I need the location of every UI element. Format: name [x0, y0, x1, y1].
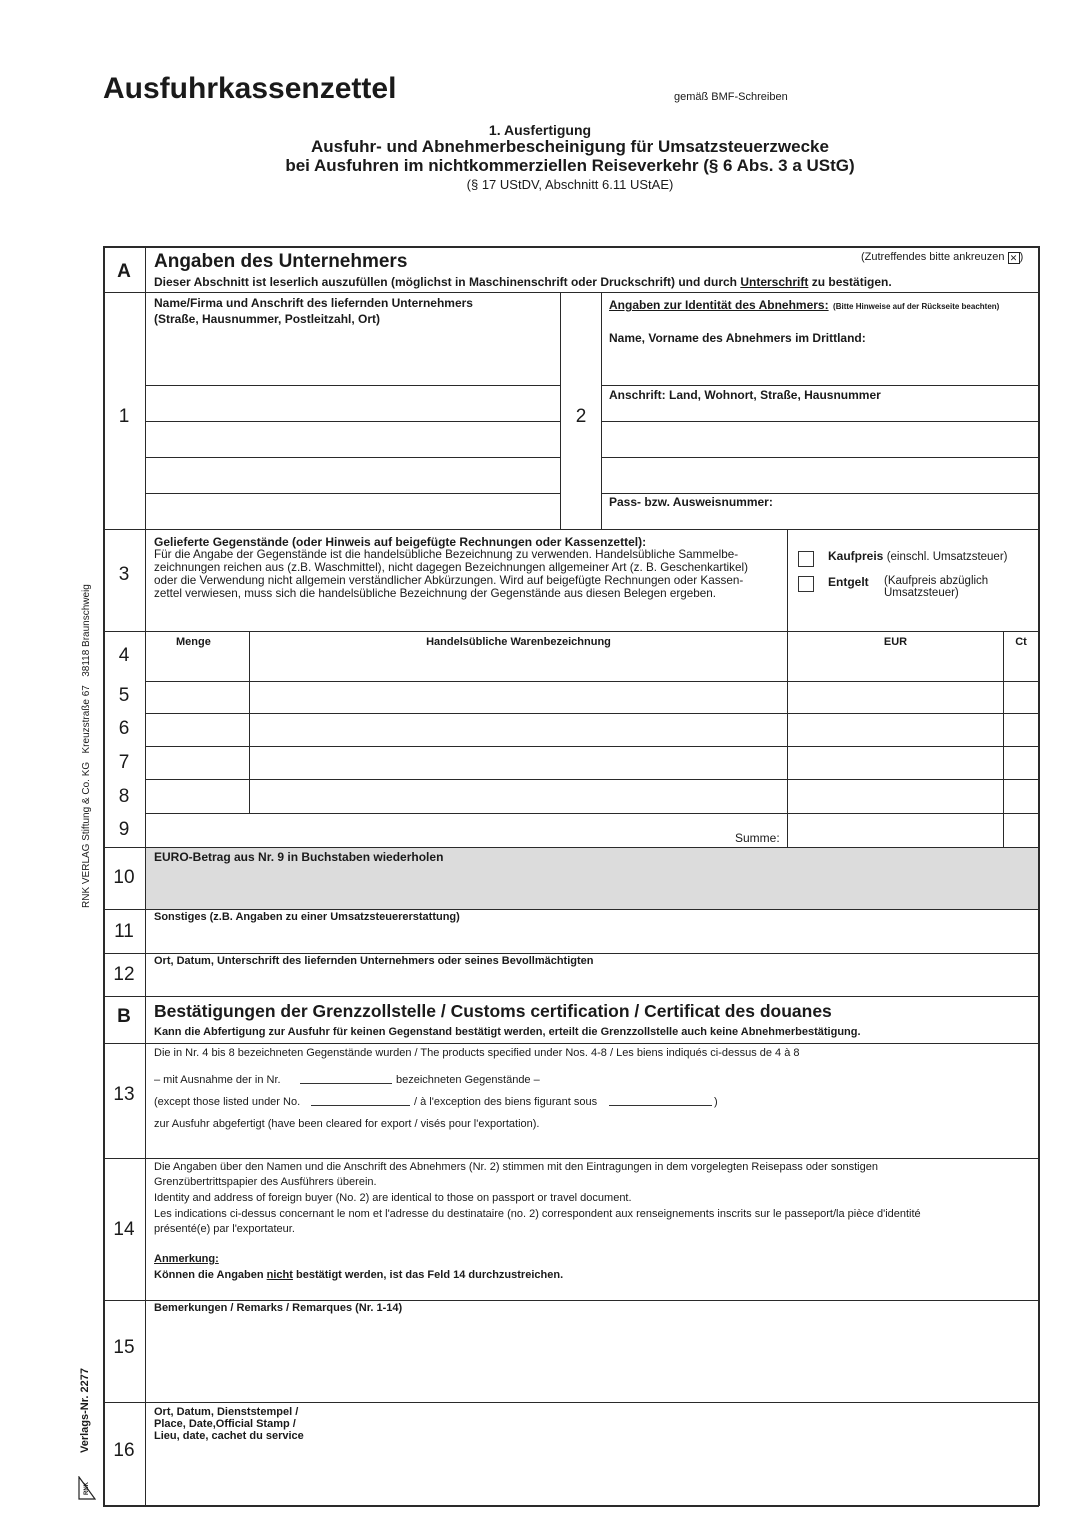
row-number-6: 6 [118, 718, 130, 739]
rnk-logo [78, 1476, 96, 1500]
row13-line-3a: (except those listed under No. [154, 1096, 301, 1108]
section-a-letter: A [117, 261, 131, 282]
buyer-address-label: Anschrift: Land, Wohnort, Straße, Hausnummer [609, 388, 881, 402]
row12-signature-field[interactable] [147, 970, 1037, 995]
section-a-hint [861, 251, 1023, 264]
supplier-name-address-field[interactable] [147, 330, 559, 528]
subtitle-line-2: bei Ausfuhren im nichtkommerziellen Reiseverkehr (§ 6 Abs. 3 a UStG) [285, 156, 855, 175]
row13-line-1: Die in Nr. 4 bis 8 bezeichneten Gegenstände wurden / The products specified under Nos. 4-8 / Les biens indiqués ci-dessus de 4 à 8 [154, 1047, 800, 1059]
row-number-5: 5 [118, 685, 130, 706]
row14-line-2: Grenzübertrittspapier des Ausführers überein. [154, 1176, 377, 1188]
note-text-1: Können die Angaben [154, 1269, 264, 1281]
passport-number-field[interactable] [790, 494, 1036, 528]
buyer-name-label: Name, Vorname des Abnehmers im Drittland: [609, 331, 866, 345]
note-text-2: bestätigt werden, ist das Feld 14 durchzustreichen. [296, 1269, 564, 1281]
section-b-instruction: Kann die Abfertigung zur Ausfuhr für keinen Gegenstand bestätigt werden, erteilt die Grenzzollstelle auch keine Abnehmerbestätigung. [154, 1026, 861, 1038]
row3-heading: Gelieferte Gegenstände (oder Hinweis auf beigefügte Rechnungen oder Kassenzettel): [154, 535, 647, 549]
publisher-sidebar: RNK VERLAG Stiftung & Co. KG Kreuzstraße 67 38118 Braunschweig [81, 584, 92, 908]
section-a-instruction [154, 275, 892, 289]
row14-note [154, 1269, 563, 1281]
row-number-7: 7 [118, 752, 130, 773]
official-stamp-field[interactable] [147, 1444, 1037, 1504]
row-number-9: 9 [118, 819, 130, 840]
row-number-16: 16 [113, 1440, 135, 1461]
row14-line-3: Identity and address of foreign buyer (No. 2) are identical to those on passport or travel document. [154, 1192, 632, 1204]
divider-15 [103, 1402, 1039, 1403]
row-number-3: 3 [118, 564, 130, 585]
col-header-ware: Handelsübliche Warenbezeichnung [426, 636, 611, 648]
entgelt-checkbox[interactable] [798, 576, 814, 592]
checked-box-icon: ✕ [1008, 252, 1020, 264]
row13-line-4: zur Ausfuhr abgefertigt (have been cleared for export / visés pour l'exportation). [154, 1118, 540, 1130]
rnk-logo-icon [78, 1476, 96, 1500]
kaufpreis-checkbox[interactable] [798, 551, 814, 567]
row2-line-1 [601, 385, 1039, 386]
row16-line-2: Place, Date,Official Stamp / [154, 1418, 296, 1430]
divider-a [103, 292, 1039, 293]
row14-line-1: Die Angaben über den Namen und die Anschrift des Abnehmers (Nr. 2) stimmen mit den Eintragungen in dem vorgelegten Reisepass oder sonstigen [154, 1161, 878, 1173]
section-a-title: Angaben des Unternehmers [154, 251, 408, 272]
row2-heading-text: Angaben zur Identität des Abnehmers: [609, 298, 829, 312]
row13-line-2a: – mit Ausnahme der in Nr. [154, 1074, 281, 1086]
divider-13 [103, 1158, 1039, 1159]
summe-eur-field[interactable] [789, 814, 1002, 847]
svg-text:RNK: RNK [84, 1482, 90, 1495]
note-underline: nicht [266, 1269, 293, 1281]
table-row-input[interactable] [146, 682, 1038, 713]
instruction-underline: Unterschrift [740, 275, 809, 289]
row14-note-title [154, 1253, 219, 1265]
row12-label: Ort, Datum, Unterschrift des liefernden Unternehmers oder seines Bevollmächtigten [154, 955, 594, 967]
buyer-name-field[interactable] [603, 348, 1037, 384]
kaufpreis-text: Kaufpreis [828, 549, 884, 563]
row-number-10: 10 [113, 867, 135, 888]
frame-top [103, 246, 1039, 248]
section-a-hint-close: ) [1019, 251, 1024, 263]
buyer-address-field[interactable] [603, 404, 1037, 492]
table-row-input[interactable] [146, 780, 1038, 813]
row-number-15: 15 [113, 1337, 135, 1358]
kaufpreis-label [828, 549, 1008, 563]
reference-note: gemäß BMF-Schreiben [674, 91, 788, 103]
summe-label: Summe: [735, 831, 780, 845]
remarks-field[interactable] [147, 1318, 1037, 1401]
divider-3 [103, 529, 1039, 530]
table-row-input[interactable] [146, 747, 1038, 779]
col-header-eur: EUR [883, 636, 908, 648]
row2-heading-note: (Bitte Hinweise auf der Rückseite beachten) [833, 302, 1000, 311]
row-number-12: 12 [113, 964, 135, 985]
row3-line-3: oder die Verwendung nicht allgemein verständlicher Abkürzungen. Wird auf beigefügte Rechnungen oder Kassen- [154, 574, 744, 587]
entgelt-label: Entgelt [828, 575, 869, 589]
frame-right [1038, 246, 1040, 1506]
summe-ct-field[interactable] [1005, 814, 1038, 847]
row15-label: Bemerkungen / Remarks / Remarques (Nr. 1-14) [154, 1302, 403, 1314]
frame-bottom [103, 1505, 1039, 1507]
row11-field[interactable] [147, 926, 1037, 952]
table-row-input[interactable] [146, 650, 1038, 680]
row1-label-2: (Straße, Hausnummer, Postleitzahl, Ort) [154, 312, 381, 326]
divider-b [103, 1043, 1039, 1044]
except-listed-field[interactable] [311, 1105, 410, 1106]
exception-field[interactable] [609, 1105, 712, 1106]
divider-12 [103, 996, 1039, 997]
row16-line-1: Ort, Datum, Dienststempel / [154, 1406, 299, 1418]
instruction-text-2: zu bestätigen. [811, 275, 892, 289]
row3-line-2: zeichnungen reichen aus (z.B. Waschmittel), nicht dagegen Bezeichnungen allgemeiner Art (z. B. Geschenkartikel) [154, 561, 748, 574]
row11-label: Sonstiges (z.B. Angaben zu einer Umsatzsteuererstattung) [154, 911, 460, 923]
row-number-4: 4 [118, 645, 130, 666]
row-number-13: 13 [113, 1084, 135, 1105]
row-number-2: 2 [575, 406, 587, 427]
form-title: Ausfuhrkassenzettel [103, 72, 397, 105]
entgelt-note-2: Umsatzsteuer) [884, 587, 959, 599]
row16-line-3: Lieu, date, cachet du service [154, 1430, 304, 1442]
row-number-8: 8 [118, 786, 130, 807]
row3-line-1: Für die Angabe der Gegenstände ist die handelsübliche Bezeichnung zu verwenden. Handelsübliche Sammelbe- [154, 548, 739, 561]
row-number-1: 1 [118, 406, 130, 427]
passport-label: Pass- bzw. Ausweisnummer: [609, 495, 773, 509]
row14-line-4: Les indications ci-dessus concernant le nom et l'adresse du destinataire (no. 2) correspondent aux renseignements inscrits sur le passeport/la pièce d'identité [154, 1208, 921, 1220]
except-number-field[interactable] [300, 1083, 392, 1084]
section-b-letter: B [117, 1006, 131, 1027]
section-b-title: Bestätigungen der Grenzzollstelle / Customs certification / Certificat des douanes [154, 1001, 832, 1021]
col-header-menge: Menge [176, 636, 211, 648]
col-header-ct: Ct [1015, 636, 1027, 648]
divider-4 [103, 631, 1039, 632]
row1-label-1: Name/Firma und Anschrift des liefernden Unternehmers [154, 296, 473, 310]
row13-line-2b: bezeichneten Gegenstände – [396, 1074, 540, 1086]
row13-line-3c: ) [714, 1096, 718, 1108]
instruction-text-1: Dieser Abschnitt ist leserlich auszufüllen (möglichst in Maschinenschrift oder Druckschrift) und durch [154, 275, 737, 289]
section-a-hint-text: (Zutreffendes bitte ankreuzen [861, 251, 1005, 263]
row13-line-3b: / à l'exception des biens figurant sous [414, 1096, 598, 1108]
table-row-input[interactable] [146, 714, 1038, 746]
note-title-text: Anmerkung: [154, 1253, 219, 1265]
row2-heading [609, 296, 999, 314]
row3-line-4: zettel verwiesen, muss sich die handelsübliche Bezeichnung der Gegenstände aus diesen Belegen ergeben. [154, 587, 717, 600]
row-number-11: 11 [114, 921, 134, 942]
copy-label: 1. Ausfertigung [488, 122, 592, 138]
row10-label: EURO-Betrag aus Nr. 9 in Buchstaben wiederholen [154, 850, 444, 864]
form-number-sidebar: Verlags-Nr. 2277 [79, 1367, 91, 1453]
row-number-14: 14 [113, 1219, 135, 1240]
legal-reference: (§ 17 UStDV, Abschnitt 6.11 UStAE) [466, 177, 674, 192]
entgelt-note-1: (Kaufpreis abzüglich [884, 575, 989, 587]
row14-line-5: présenté(e) par l'exportateur. [154, 1223, 295, 1235]
kaufpreis-note: (einschl. Umsatzsteuer) [886, 551, 1008, 563]
row3-divider [787, 529, 788, 632]
subtitle-line-1: Ausfuhr- und Abnehmerbescheinigung für Umsatzsteuerzwecke [311, 137, 829, 156]
